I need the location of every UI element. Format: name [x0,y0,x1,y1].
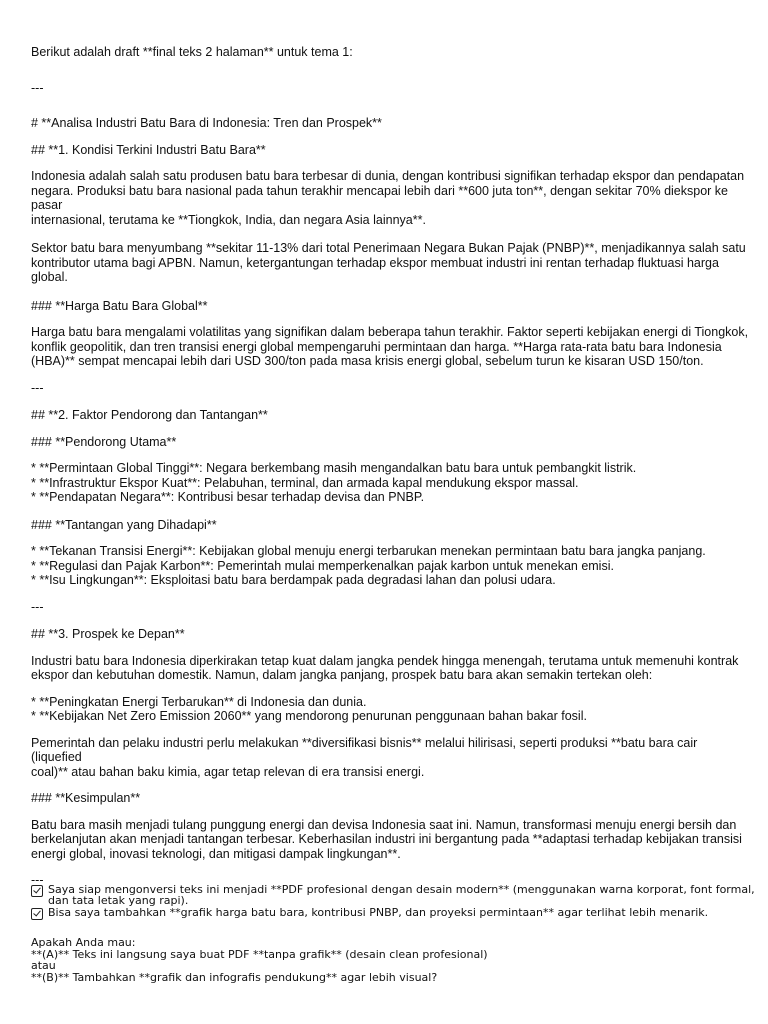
paragraph-3: Harga batu bara mengalami volatilitas yang signifikan dalam beberapa tahun terakhir. Faktor seperti kebijakan energi di Tiongkok, konflik geopolitik, dan tren transisi energi global mempengaruhi permintaan dan harga. **Harga rata-rata batu bara Indonesia (HBA)** sempat mencapai lebih dari USD 300/ton pada masa krisis energi global, sebelum turun ke kisaran USD 150/ton. [31,325,749,368]
section-heading-1: ## **1. Kondisi Terkini Industri Batu Bara** [31,142,266,157]
intro-text: Berikut adalah draft **final teks 2 halaman** untuk tema 1: [31,45,353,59]
checkmark-icon [31,885,43,897]
question-block: Apakah Anda mau: **(A)** Teks ini langsung saya buat PDF **tanpa grafik** (desain clean profesional) atau **(B)** Tambahkan **grafik dan infografis pendukung** agar lebih visual? [31,936,488,984]
separator: --- [31,873,44,887]
separator: --- [31,599,44,614]
paragraph-2: Sektor batu bara menyumbang **sekitar 11-13% dari total Penerimaan Negara Bukan Pajak (PNBP)**, menjadikannya salah satu kontributor utama bagi APBN. Namun, ketergantungan terhadap ekspor membuat industri ini rentan terhadap fluktuasi harga global. [31,241,746,284]
subheading-pendorong: ### **Pendorong Utama** [31,434,177,449]
list-prospek: * **Peningkatan Energi Terbarukan** di Indonesia dan dunia. * **Kebijakan Net Zero Emission 2060** yang mendorong penurunan penggunaan bahan bakar fosil. [31,694,587,723]
checklist-item-grafik [31,907,761,920]
document-title: # **Analisa Industri Batu Bara di Indonesia: Tren dan Prospek** [31,116,382,130]
checklist-text-pdf: Saya siap mengonversi teks ini menjadi **PDF profesional dengan desain modern** (menggunakan warna korporat, font formal, dan tata letak yang rapi). [48,883,755,907]
paragraph-5: Pemerintah dan pelaku industri perlu melakukan **diversifikasi bisnis** melalui hilirisasi, seperti produksi **batu bara cair (liquefied coal)** atau bahan baku kimia, agar tetap relevan di era transisi energi. [31,735,698,779]
list-tantangan: * **Tekanan Transisi Energi**: Kebijakan global menuju energi terbarukan menekan permintaan batu bara jangka panjang. * **Regulasi dan Pajak Karbon**: Pemerintah mulai memperkenalkan pajak karbon untuk menekan emisi. * **Isu Lingkungan**: Eksploitasi batu bara berdampak pada degradasi lahan dan polusi udara. [31,544,706,587]
subheading-harga: ### **Harga Batu Bara Global** [31,298,208,313]
separator: --- [31,80,44,95]
paragraph-4: Industri batu bara Indonesia diperkirakan tetap kuat dalam jangka pendek hingga menengah, terutama untuk memenuhi kontrak ekspor dan kebutuhan domestik. Namun, dalam jangka panjang, prospek batu bara akan semakin tertekan oleh: [31,653,739,682]
paragraph-1: Indonesia adalah salah satu produsen batu bara terbesar di dunia, dengan kontribusi signifikan terhadap ekspor dan pendapatan negara. Produksi batu bara nasional pada tahun terakhir mencapai lebih dari **600 juta ton**, dengan sekitar 70% diekspor ke pasar internasional, terutama ke **Tiongkok, India, dan negara Asia lainnya**. [31,169,745,227]
list-pendorong: * **Permintaan Global Tinggi**: Negara berkembang masih mengandalkan batu bara untuk pembangkit listrik. * **Infrastruktur Ekspor Kuat**: Pelabuhan, terminal, dan armada kapal mendukung ekspor massal. * **Pendapatan Negara**: Kontribusi besar terhadap devisa dan PNBP. [31,461,637,504]
document-body [31,45,751,888]
subheading-tantangan: ### **Tantangan yang Dihadapi** [31,517,217,532]
paragraph-6: Batu bara masih menjadi tulang punggung energi dan devisa Indonesia saat ini. Namun, transformasi menuju energi bersih dan berkelanjutan akan menjadi tantangan terbesar. Keberhasilan industri ini bergantung pada **adaptasi terhadap kebijakan transisi energi global, inovasi teknologi, dan mitigasi dampak lingkungan**. [31,817,742,861]
checklist [31,884,761,920]
checklist-text-grafik: Bisa saya tambahkan **grafik harga batu bara, kontribusi PNBP, dan proyeksi permintaan** agar terlihat lebih menarik. [48,906,709,919]
section-heading-3: ## **3. Prospek ke Depan** [31,627,185,641]
checklist-item-pdf [31,884,761,906]
separator: --- [31,380,44,395]
checkmark-icon [31,908,43,920]
section-heading-2: ## **2. Faktor Pendorong dan Tantangan** [31,408,268,422]
subheading-kesimpulan: ### **Kesimpulan** [31,791,141,805]
